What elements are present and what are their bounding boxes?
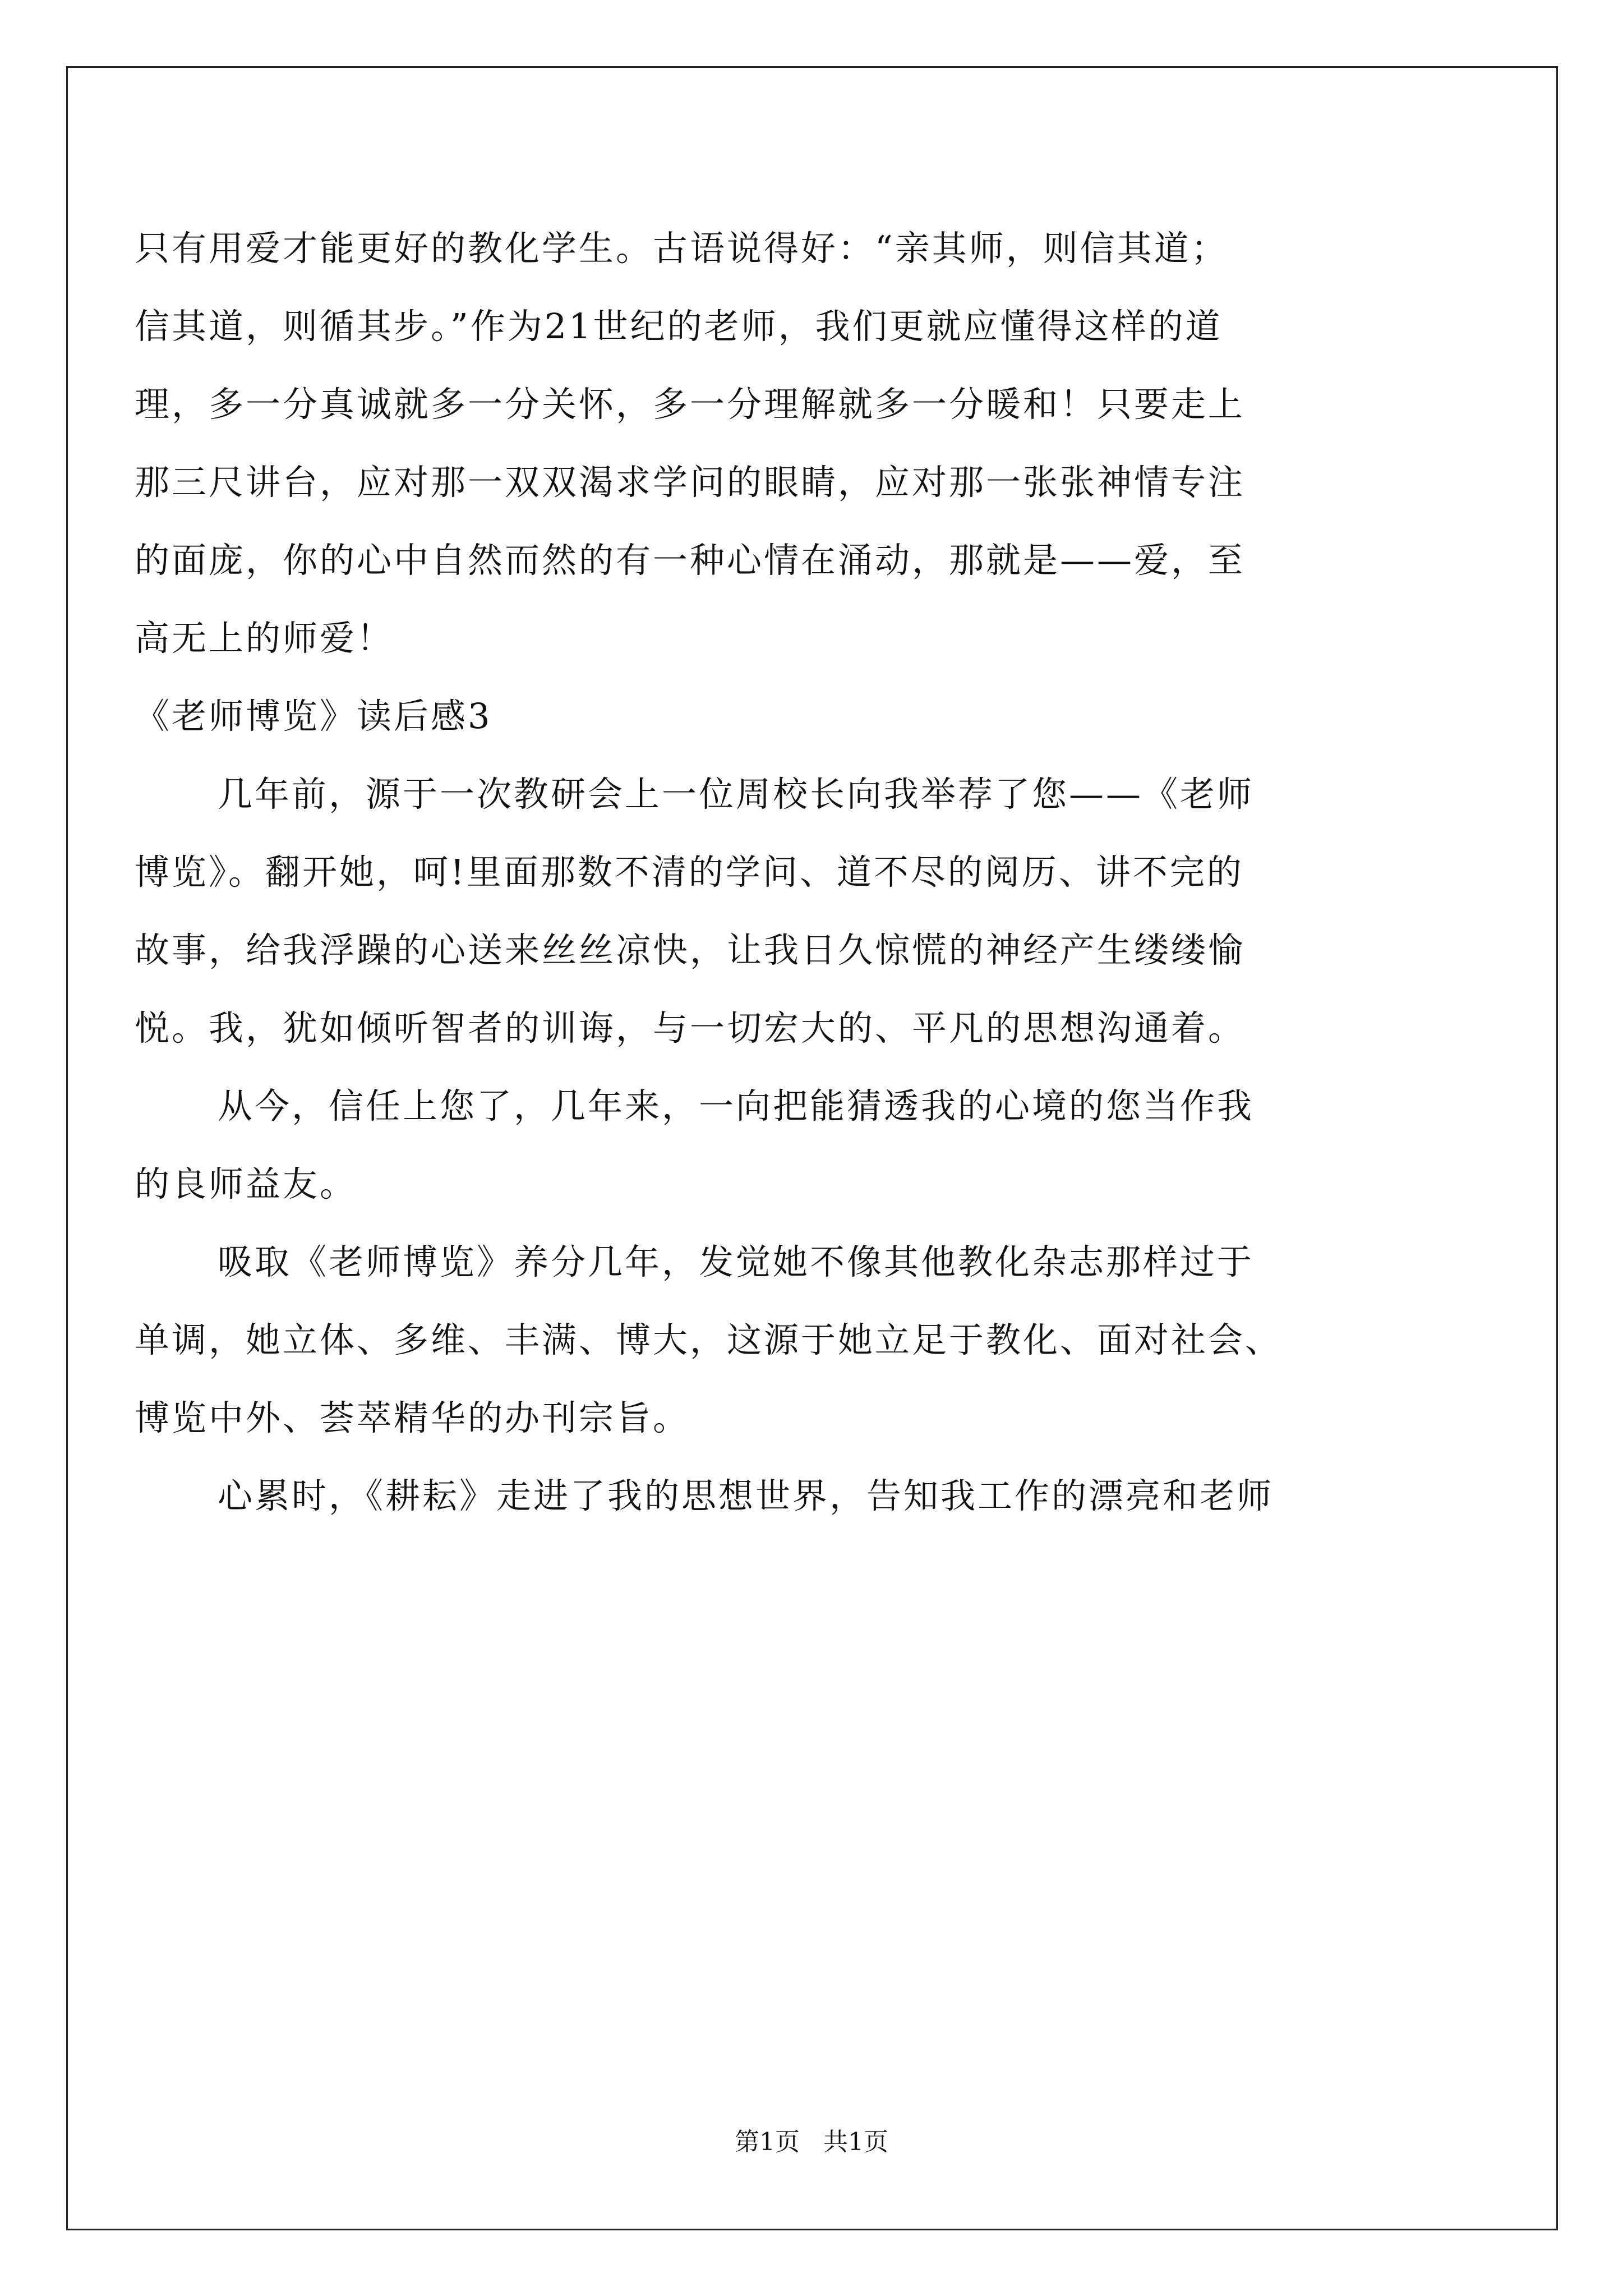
- paragraph-line: 从今，信任上您了，几年来，一向把能猜透我的心境的您当作我: [218, 1085, 1255, 1126]
- paragraph-line: 故事，给我浮躁的心送来丝丝凉快，让我日久惊慌的神经产生缕缕愉: [135, 930, 1246, 970]
- paragraph-line: 只有用爱才能更好的教化学生。古语说得好：“亲其师，则信其道；: [135, 228, 1228, 269]
- paragraph-line: 博览中外、荟萃精华的办刊宗旨。: [135, 1397, 690, 1438]
- paragraph-line: 理，多一分真诚就多一分关怀，多一分理解就多一分暖和！只要走上: [135, 384, 1246, 425]
- paragraph-line: 吸取《老师博览》养分几年，发觉她不像其他教化杂志那样过于: [218, 1241, 1255, 1282]
- paragraph-line: 的面庞，你的心中自然而然的有一种心情在涌动，那就是——爱，至: [135, 540, 1246, 581]
- paragraph-line: 几年前，源于一次教研会上一位周校长向我举荐了您——《老师: [218, 774, 1255, 815]
- paragraph-line: 单调，她立体、多维、丰满、博大，这源于她立足于教化、面对社会、: [135, 1319, 1283, 1360]
- page-number-footer: 第1页 共1页: [735, 2128, 888, 2156]
- paragraph-line: 心累时，《耕耘》走进了我的思想世界，告知我工作的漂亮和老师: [218, 1475, 1274, 1516]
- paragraph-line: 信其道，则循其步。”作为21世纪的老师，我们更就应懂得这样的道: [135, 306, 1223, 347]
- paragraph-line: 那三尺讲台，应对那一双双渴求学问的眼睛，应对那一张张神情专注: [135, 462, 1246, 503]
- paragraph-line: 高无上的师爱！: [135, 618, 394, 659]
- paragraph-line: 悦。我，犹如倾听智者的训诲，与一切宏大的、平凡的思想沟通着。: [135, 1007, 1246, 1048]
- paragraph-line: 的良师益友。: [135, 1163, 357, 1204]
- section-heading: 《老师博览》读后感3: [135, 696, 492, 737]
- paragraph-line: 博览》。翻开她，呵!里面那数不清的学问、道不尽的阅历、讲不完的: [135, 852, 1244, 892]
